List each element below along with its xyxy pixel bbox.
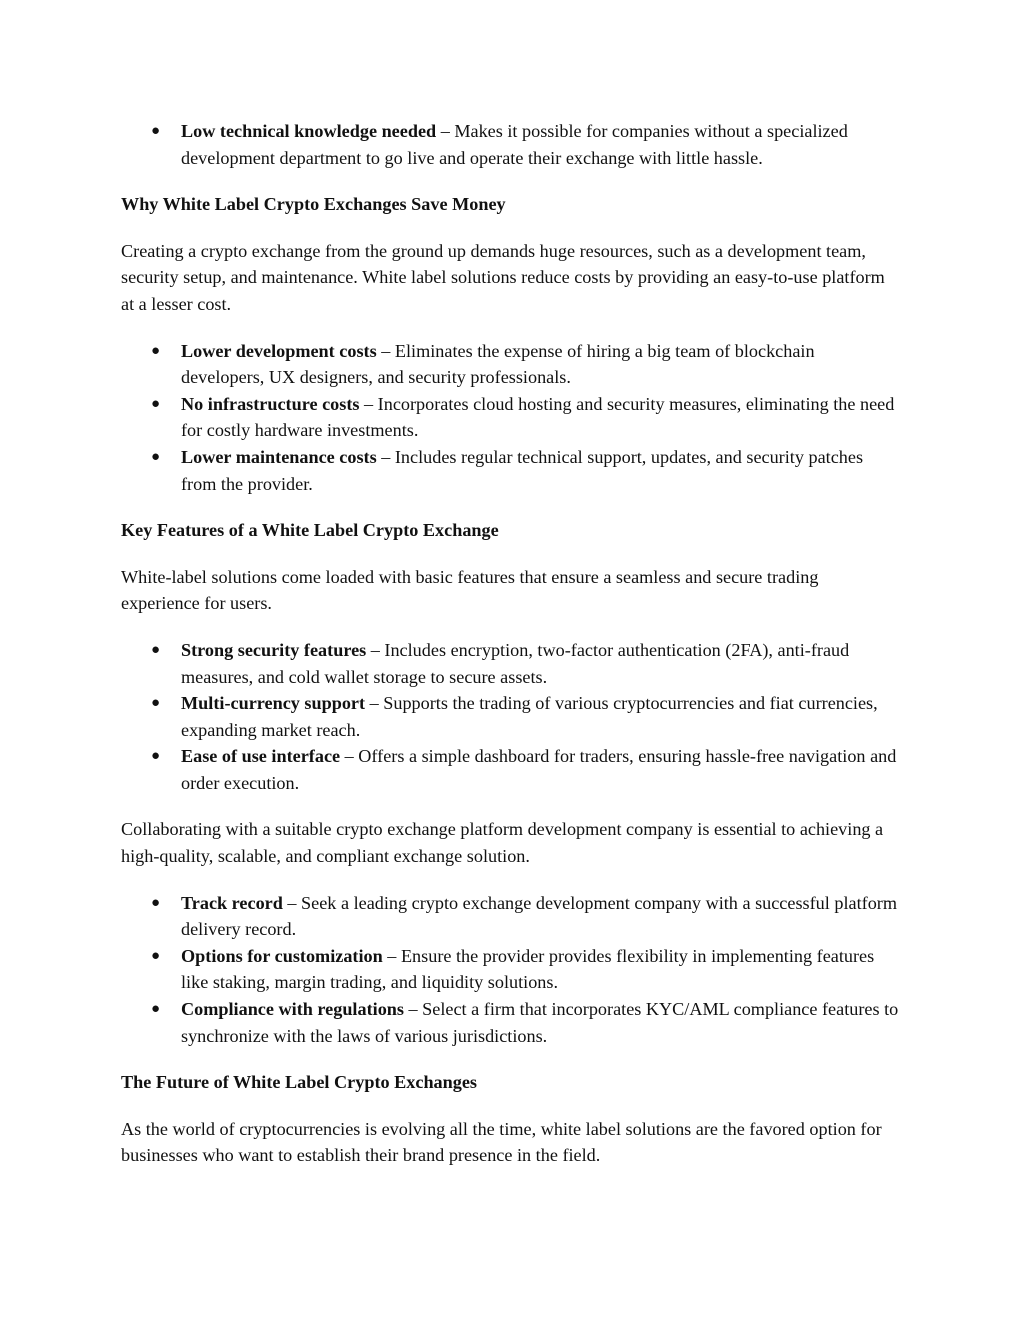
bullet-term: Lower maintenance costs xyxy=(181,446,377,467)
bullet-text: – Includes encryption, two-factor authentication (2FA), anti-fraud measures, and cold wallet storage to secure assets. xyxy=(181,639,850,687)
bullet-term: Low technical knowledge needed xyxy=(181,121,437,141)
section-heading: The Future of White Label Crypto Exchanges xyxy=(121,1072,478,1093)
list-item xyxy=(121,743,901,796)
list-item xyxy=(121,996,901,1049)
bullet-icon: ● xyxy=(151,448,161,465)
bullet-text: – Makes it possible for companies without a specialized development department to go live and operate their exchange with little hassle. xyxy=(181,121,848,168)
list-item xyxy=(121,637,901,690)
bullet-icon: ● xyxy=(151,695,161,712)
bullet-text: – Offers a simple dashboard for traders, ensuring hassle-free navigation and order execution. xyxy=(181,746,897,793)
paragraph: As the world of cryptocurrencies is evolving all the time, white label solutions are the favored option for businesses who want to establish their brand presence in the field. xyxy=(121,1118,882,1166)
bullet-icon: ● xyxy=(151,1001,161,1018)
list-item xyxy=(121,338,901,391)
bullet-list xyxy=(121,637,901,797)
bullet-text: – Ensure the provider provides flexibility in implementing features like staking, margin trading, and liquidity solutions. xyxy=(181,945,875,993)
list-item xyxy=(121,890,901,943)
list-item xyxy=(121,690,901,743)
bullet-icon: ● xyxy=(151,748,161,765)
list-item xyxy=(121,118,901,171)
section-heading: Key Features of a White Label Crypto Exchange xyxy=(121,520,499,541)
bullet-icon: ● xyxy=(151,123,161,139)
list-item xyxy=(121,444,901,497)
bullet-text: – Eliminates the expense of hiring a big team of blockchain developers, UX designers, and security professionals. xyxy=(181,340,815,388)
bullet-text: – Incorporates cloud hosting and security measures, eliminating the need for costly hardware investments. xyxy=(181,393,895,441)
bullet-icon: ● xyxy=(151,395,161,412)
bullet-term: Options for customization xyxy=(181,945,383,966)
bullet-text: – Supports the trading of various cryptocurrencies and fiat currencies, expanding market reach. xyxy=(181,693,878,740)
bullet-term: No infrastructure costs xyxy=(181,393,360,414)
bullet-text: – Select a firm that incorporates KYC/AML compliance features to synchronize with the laws of various jurisdictions. xyxy=(181,999,899,1046)
paragraph: Collaborating with a suitable crypto exchange platform development company is essential to achieving a high-quality, scalable, and compliant exchange solution. xyxy=(121,819,884,867)
bullet-term: Strong security features xyxy=(181,639,367,660)
bullet-term: Track record xyxy=(181,892,283,913)
paragraph: Creating a crypto exchange from the ground up demands huge resources, such as a development team, security setup, and maintenance. White label solutions reduce costs by providing an easy-to-use platform at a lesser cost. xyxy=(121,240,885,314)
document-page xyxy=(121,118,901,1189)
bullet-list xyxy=(121,338,901,498)
bullet-icon: ● xyxy=(151,641,161,658)
list-item xyxy=(121,391,901,444)
bullet-term: Lower development costs xyxy=(181,340,377,361)
bullet-text: – Seek a leading crypto exchange development company with a successful platform delivery record. xyxy=(181,892,897,940)
list-item xyxy=(121,943,901,996)
bullet-icon: ● xyxy=(151,947,161,964)
bullet-list xyxy=(121,890,901,1050)
bullet-icon: ● xyxy=(151,894,161,911)
bullet-icon: ● xyxy=(151,342,161,359)
bullet-text: – Includes regular technical support, updates, and security patches from the provider. xyxy=(181,446,864,494)
bullet-term: Compliance with regulations xyxy=(181,999,404,1020)
bullet-list xyxy=(121,118,901,171)
bullet-term: Multi-currency support xyxy=(181,693,366,714)
bullet-term: Ease of use interface xyxy=(181,746,341,767)
section-heading: Why White Label Crypto Exchanges Save Money xyxy=(121,194,506,215)
paragraph: White-label solutions come loaded with basic features that ensure a seamless and secure trading experience for users. xyxy=(121,566,819,614)
